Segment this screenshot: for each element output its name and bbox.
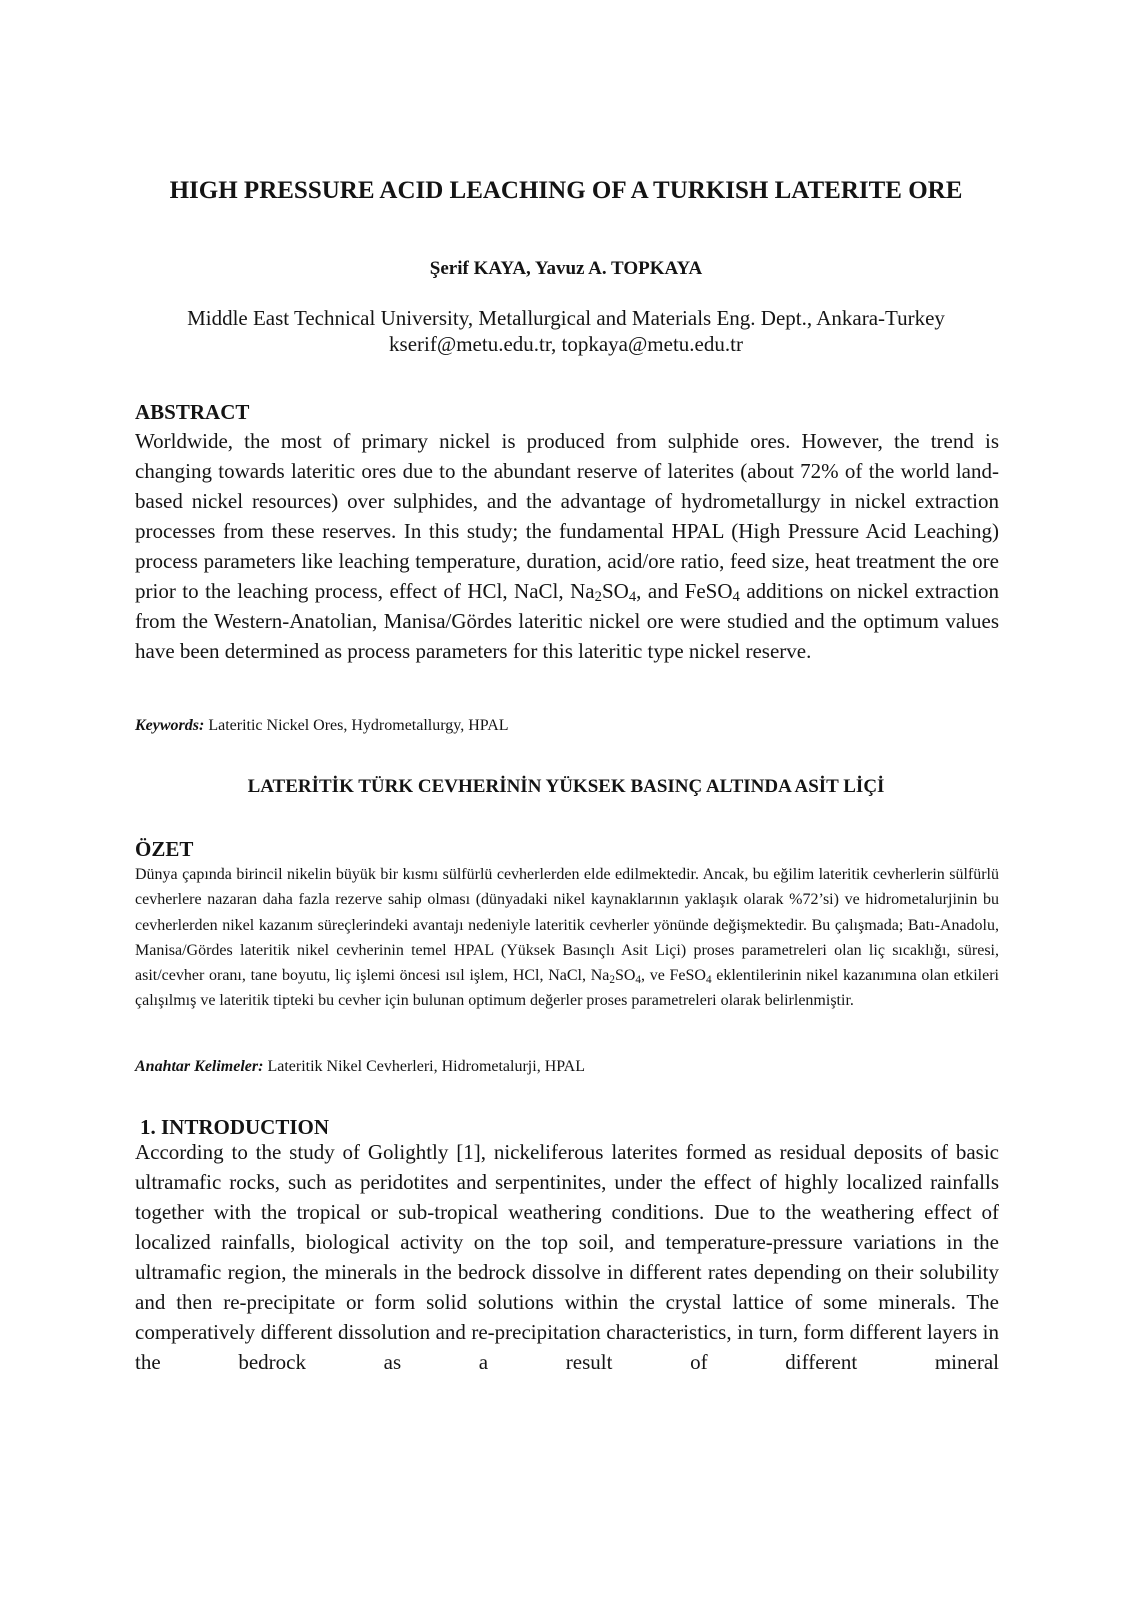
formula-feso4: , and FeSO$_4$: [636, 579, 740, 605]
introduction-heading: 1. INTRODUCTION: [140, 1115, 330, 1139]
abstract-heading: ABSTRACT: [135, 400, 250, 424]
ozet-text-part1: Dünya çapında birincil nikelin büyük bir kısmı sülfürlü cevherlerden elde edilmektedir. Ancak, bu eğilim lateritik cevherlerin sülfürlü cevherlere nazaran daha fazla rezerve sahip olması (dünyadaki nikel kaynaklarının yaklaşık olarak %72’si) ve hidrometalurjinin bu cevherlerden nikel kazanım süreçlerindeki avantajı nedeniyle lateritik cevherler yönünde değişmektedir. Bu çalışmada; Batı-Anadolu, Manisa/Gördes lateritik nikel cevherinin temel HPAL (Yüksek Basınçlı Asit Liçi) proses parametreleri olan liç sıcaklığı, süresi, asit/cevher oranı, tane boyutu, liç işlemi öncesi ısıl işlem, HCl, NaCl,: [135, 866, 999, 985]
keywords-text: Lateritic Nickel Ores, Hydrometallurgy, HPAL: [204, 717, 509, 734]
paper-title: HIGH PRESSURE ACID LEACHING OF A TURKISH LATERITE ORE: [169, 177, 963, 204]
ozet-body: [135, 862, 999, 1014]
affiliation-line: Middle East Technical University, Metallurgical and Materials Eng. Dept., Ankara-Turkey: [187, 306, 945, 330]
ozet-text-part2: eklentilerinin nikel kazanımına olan etkileri çalışılmış ve lateritik tipteki bu cevher için bulunan optimum değerler proses parametreleri olarak belirlenmiştir.: [135, 967, 999, 1010]
formula-feso4-tr: , ve FeSO$_4$: [640, 967, 712, 987]
author-emails: kserif@metu.edu.tr, topkaya@metu.edu.tr: [389, 332, 743, 356]
anahtar-text: Lateritik Nikel Cevherleri, Hidrometalurji, HPAL: [263, 1058, 586, 1075]
ozet-heading: ÖZET: [135, 837, 194, 861]
abstract-text-part1: Worldwide, the most of primary nickel is produced from sulphide ores. However, the trend is changing towards lateritic ores due to the abundant reserve of laterites (about 72% of the world land-based nickel resources) over sulphides, and the advantage of hydrometallurgy in nickel extraction processes from these reserves. In this study; the fundamental HPAL (High Pressure Acid Leaching) process parameters like leaching temperature, duration, acid/ore ratio, feed size, heat treatment the ore prior to the leaching process, effect of HCl, NaCl,: [135, 429, 999, 603]
anahtar-kelimeler-line: [135, 1058, 999, 1076]
introduction-body: According to the study of Golightly [1], nickeliferous laterites formed as residual deposits of basic ultramafic rocks, such as peridotites and serpentinites, under the effect of highly localized rainfalls together with the tropical or sub-tropical weathering conditions. Due to the weathering effect of localized rainfalls, biological activity on the top soil, and temperature-pressure variations in the ultramafic region, the minerals in the bedrock dissolve in different rates depending on their solubility and then re-precipitate or form solid solutions within the crystal lattice of some minerals. The comperatively different dissolution and re-precipitation characteristics, in turn, form different layers in the bedrock as a result of different mineral: [135, 1140, 999, 1374]
keywords-line: [135, 717, 999, 735]
keywords-label: Keywords:: [135, 717, 205, 734]
formula-na2so4: $Na_2SO_4$: [570, 579, 637, 605]
abstract-body: [135, 426, 999, 666]
affiliation-block: [0, 305, 1132, 357]
turkish-title: LATERİTİK TÜRK CEVHERİNİN YÜKSEK BASINÇ ALTINDA ASİT LİÇİ: [247, 776, 885, 797]
formula-na2so4-tr: $Na_2SO_4$: [590, 967, 641, 987]
anahtar-label: Anahtar Kelimeler:: [135, 1058, 264, 1075]
author-list: Şerif KAYA, Yavuz A. TOPKAYA: [429, 258, 703, 279]
abstract-text-part2: additions on nickel extraction from the Western-Anatolian, Manisa/Gördes lateritic nickel ore were studied and the optimum values have been determined as process parameters for this lateritic type nickel reserve.: [135, 579, 999, 663]
